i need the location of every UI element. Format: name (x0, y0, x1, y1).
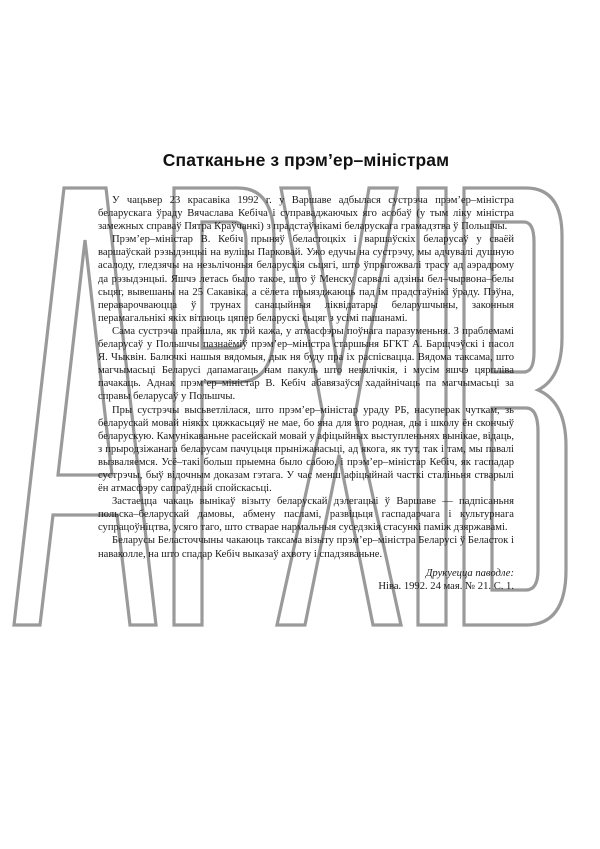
article-paragraph: Застаецца чакаць вынікаў візыту беларускай дэлегацыі ў Варшаве — падпісаньня польска–беларускай дамовы, абмену пасламі, развіцьця гаспадарчага і культурнага супрацоўніцтва, усяго таго, што стварае нармальныя суседзкія стасункі паміж дзяржавамі. (98, 496, 514, 534)
source-reference: Ніва. 1992. 24 мая. № 21. С. 1. (378, 580, 514, 592)
article-paragraph: У чацьвер 23 красавіка 1992 г. у Варшаве адбылася сустрэча прэм’ер–міністра беларускага ўраду Вячаслава Кебіча і суправаджаючых яго асобаў (у тым ліку міністра замежных справаў Пятра Краўчанкі) з прадстаўнікамі беларускага грамадзтва ў Польшчы. (98, 195, 514, 233)
source-citation (98, 567, 514, 593)
article-paragraph: Сама сустрэча прайшла, як той кажа, у атмасфэры поўнага паразуменьня. З праблемамі беларусаў у Польшчы пазнаёміў прэм’ер–міністра старшыня БГКТ А. Барщчэўскі і пасол Я. Чыквін. Балючкі нашыя вядомыя, дык ня буду пра іх распісвацца. Вядома таксама, што магчымасьці Беларусі дапамагаць нам пакуль што невялічкія, і мусім яшчэ цярпліва пачакаць. Аднак прэм’ер–міністар В. Кебіч абавязаўся хадайнічаць па магчымасьці за справы беларусаў у Польшчы. (98, 325, 514, 403)
article-paragraph: Прэм’ер–міністар В. Кебіч прыняў беластоцкіх і варшаўскіх беларусаў у сваёй варшаўскай рэзыдэнцыі на вуліцы Парковай. Ужо едучы на сустрэчу, мы адчувалі душную асалоду, гледзячы на незьлічоныя беларускія сьцягі, што ўпрыгожвалі трасу ад аэрадрому да рэзыдэнцыі. Яшчэ летась было такое, што ў Менску сарвалі адзіны бел–чырвона–белы сьцяг, вывешаны на 25 Сакавіка, а сёлета прыязджаюць пад ім прадстаўнікі ўраду. Пэўна, пераварочваюцца ў трунах санацыйныя ліквідатары беларушчыны, законныя перамагальнікі якіх вітаюць цяпер беларускі сьцяг з усімі пашанамі. (98, 234, 514, 324)
article-title: Спатканьне з прэм’ер–міністрам (162, 150, 450, 170)
article (98, 150, 514, 593)
article-body (98, 194, 514, 561)
source-via-label: Друкуецца паводле: (425, 567, 514, 579)
article-paragraph: Пры сустрэчы высьветлілася, што прэм’ер–міністар ураду РБ, насуперак чуткам, зь беларускай мовай ніякіх цяжкасьцяў не мае, бо яна для яго родная, ды і школу ён скончыў беларускую. Камунікаваньне расейскай мовай у афіцыйных выступленьнях вынікае, відаць, з прыродзіжанага беларусам пачуцьця прыніжанасьці, ад якога, як тут, так і там, мы павалі вызваляемся. Усё–такі больш прыемна было сабою, і прэм’ер–міністар Кебіч, як гаспадар сустрэчы, быў відочным доказам гэтага. У час менш афіцыйнай часткі сталіньня стварылі ён атмасфэру сапраўднай спойскасьці. (98, 404, 514, 495)
article-paragraph: Беларусы Беласточчыны чакаюць таксама візыту прэм’ер–міністра Беларусі ў Беласток і наваколле, на што спадар Кебіч выказаў ахвоту і спадзяваньне. (98, 535, 514, 560)
